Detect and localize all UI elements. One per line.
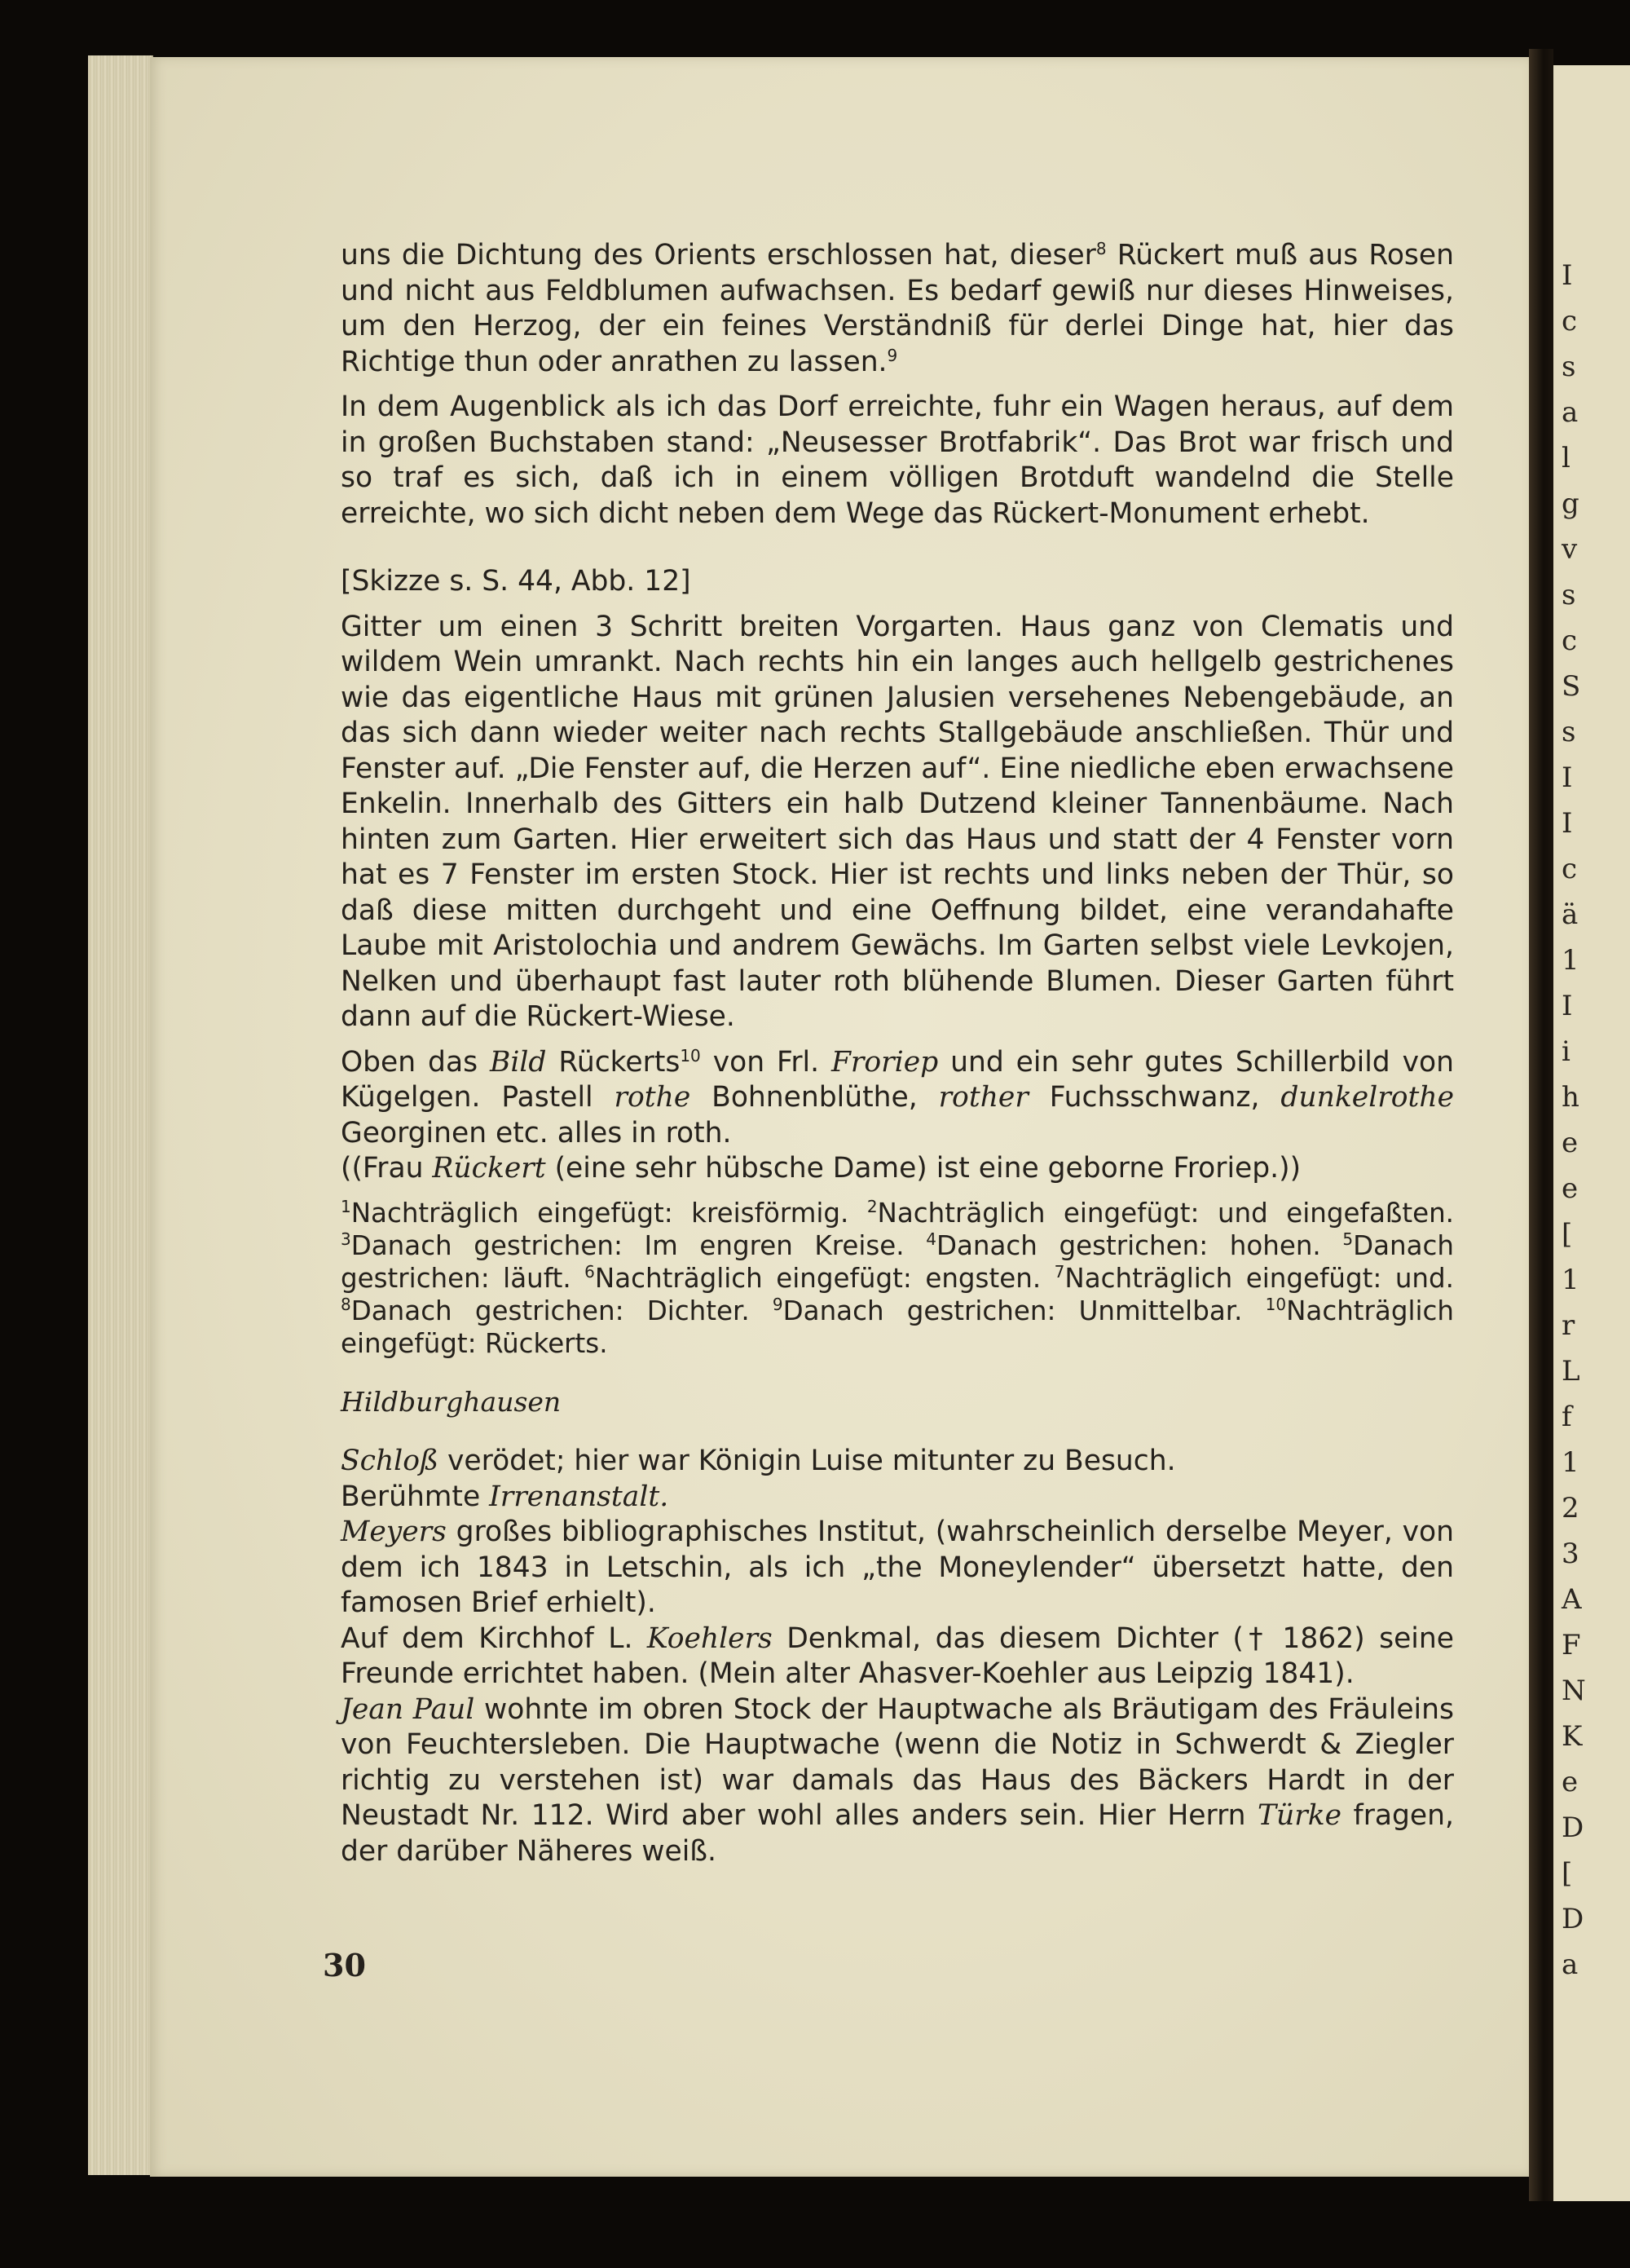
next-page-fragment: c — [1562, 624, 1578, 657]
paragraph-2: In dem Augenblick als ich das Dorf erreichte, fuhr ein Wagen heraus, auf dem in großen Buchstaben stand: „Neusesser Brotfabrik“. Das Brot war frisch und so traf es sich, daß ich in einem völligen Brotduft wandelnd die Stelle erreichte, wo sich dicht neben dem Wege das Rückert-Monument erhebt. — [341, 391, 1454, 530]
next-page-fragment: I — [1562, 807, 1573, 840]
footnote-number: 1 — [341, 1196, 351, 1216]
italic-term: rother — [938, 1081, 1029, 1114]
paragraph-4 — [341, 1045, 1454, 1152]
section-title: Hildburghausen — [341, 1385, 562, 1418]
hildburghausen-line-1 — [341, 1444, 1454, 1480]
footnote-text: Danach gestrichen: Im engren Kreise. — [350, 1229, 927, 1261]
footnote-number: 5 — [1342, 1229, 1354, 1249]
next-page-fragment: e — [1562, 1766, 1579, 1798]
text-run: Berühmte — [341, 1480, 490, 1513]
next-page-fragment: c — [1562, 305, 1578, 338]
text-run: Denkmal, das diesem Dichter († 1862) seine Freunde errichtet haben. (Mein alter Ahasver-Koehler aus Leipzig 1841). — [341, 1622, 1454, 1690]
italic-term: Schloß — [341, 1445, 439, 1477]
footnote-text: Nachträglich eingefügt: engsten. — [594, 1262, 1055, 1294]
footnote-number: 7 — [1054, 1261, 1065, 1282]
text-run: fragen, der darüber Näheres weiß. — [341, 1799, 1454, 1868]
text-run: Georginen etc. alles in roth. — [341, 1116, 732, 1149]
next-page-fragment: I — [1562, 259, 1573, 292]
next-page-fragment: 3 — [1562, 1538, 1579, 1570]
next-page-fragment: s — [1562, 579, 1576, 611]
sketch-reference: [Skizze s. S. 44, Abb. 12] — [341, 565, 691, 598]
text-run: uns die Dichtung des Orients erschlossen hat, dieser — [341, 239, 1096, 271]
italic-term: Bild — [489, 1045, 547, 1079]
next-page-fragment: s — [1562, 716, 1576, 748]
paragraph-5 — [341, 1151, 1454, 1187]
italic-term: Irrenanstalt. — [489, 1480, 669, 1513]
hildburghausen-para-5 — [341, 1692, 1454, 1870]
page-number: 30 — [323, 1947, 366, 1983]
text-run: Auf dem Kirchhof L. — [341, 1622, 647, 1655]
footnote-number: 10 — [1265, 1294, 1287, 1314]
next-page-edge — [1553, 65, 1630, 2201]
text-run: und ein sehr gutes Schillerbild von Kügelgen. Pastell — [341, 1045, 1454, 1114]
footnote-text: Danach gestrichen: Dichter. — [350, 1295, 773, 1326]
book-gutter — [1529, 49, 1553, 2201]
next-page-fragment: [ — [1562, 1218, 1573, 1251]
italic-term: Türke — [1258, 1799, 1342, 1832]
next-page-fragment: l — [1562, 442, 1571, 474]
footnote-text: Nachträglich eingefügt: kreisförmig. — [350, 1197, 867, 1229]
italic-term: Froriep — [830, 1045, 939, 1079]
text-run: Rückert muß aus Rosen und nicht aus Feldblumen aufwachsen. Es bedarf gewiß nur dieses Hinweises, um den Herzog, der ein feines Verständniß für derlei Dinge hat, hier das Richtige thun oder anrathen zu lassen. — [341, 239, 1454, 378]
text-run: verödet; hier war Königin Luise mitunter zu Besuch. — [438, 1445, 1176, 1477]
footnote-ref: 10 — [680, 1045, 701, 1066]
next-page-fragment: s — [1562, 351, 1576, 383]
next-page-fragment: g — [1562, 488, 1579, 520]
footnote-number: 6 — [584, 1261, 595, 1282]
italic-term: Rückert — [432, 1152, 546, 1185]
next-page-fragment: ä — [1562, 898, 1579, 931]
next-page-fragment: S — [1562, 670, 1581, 703]
next-page-fragment: r — [1562, 1309, 1575, 1342]
italic-term: Jean Paul — [341, 1692, 475, 1726]
next-page-fragment: I — [1562, 761, 1573, 794]
footnote-number: 9 — [772, 1294, 783, 1314]
footnote-text: Nachträglich eingefügt: Rückerts. — [341, 1295, 1454, 1359]
next-page-fragment: f — [1562, 1401, 1572, 1433]
footnote-ref: 9 — [887, 345, 898, 365]
next-page-fragment: 1 — [1562, 944, 1579, 977]
text-run: von Frl. — [700, 1045, 831, 1079]
next-page-fragment: h — [1562, 1081, 1579, 1114]
next-page-fragment: i — [1562, 1035, 1571, 1068]
italic-term: Meyers — [341, 1516, 447, 1548]
hildburghausen-line-2 — [341, 1480, 1454, 1516]
text-run: großes bibliographisches Institut, (wahrscheinlich derselbe Meyer, von dem ich 1843 in Letschin, als ich „the Moneylender“ übersetzt hatte, den famosen Brief erhielt). — [341, 1516, 1454, 1619]
italic-term: rothe — [614, 1081, 691, 1114]
footnote-number: 3 — [341, 1229, 351, 1249]
italic-term: Koehlers — [646, 1622, 773, 1655]
page-text — [341, 238, 1454, 1869]
next-page-fragment: 1 — [1562, 1446, 1579, 1479]
paragraph-1 — [341, 238, 1454, 380]
next-page-fragment: F — [1562, 1629, 1581, 1661]
next-page-fragment: D — [1562, 1903, 1584, 1935]
footnote-text: Danach gestrichen: Unmittelbar. — [782, 1295, 1266, 1326]
text-run: Fuchsschwanz, — [1028, 1081, 1281, 1114]
hildburghausen-para-4 — [341, 1622, 1454, 1692]
footnote-text: Danach gestrichen: hohen. — [936, 1229, 1343, 1261]
next-page-fragment: [ — [1562, 1857, 1573, 1890]
footnote-text: Danach gestrichen: läuft. — [341, 1229, 1454, 1294]
next-page-fragment: N — [1562, 1675, 1586, 1707]
next-page-fragment: e — [1562, 1127, 1579, 1159]
next-page-fragment: 2 — [1562, 1492, 1579, 1525]
text-run: Oben das — [341, 1045, 490, 1079]
footnote-number: 2 — [866, 1196, 878, 1216]
footnote-text: Nachträglich eingefügt: und eingefaßten. — [877, 1197, 1454, 1229]
italic-term: dunkelrothe — [1280, 1081, 1454, 1114]
next-page-fragment: a — [1562, 1948, 1579, 1981]
next-page-fragment: A — [1562, 1583, 1582, 1616]
footnote-number: 4 — [926, 1229, 936, 1249]
paragraph-3: Gitter um einen 3 Schritt breiten Vorgarten. Haus ganz von Clematis und wildem Wein umrankt. Nach rechts hin ein langes auch hellgelb gestrichenes wie das eigentliche Haus mit grünen Jalusien versehenes Nebengebäude, an das sich dann wieder weiter nach rechts Stallgebäude anschließen. Thür und Fenster auf. „Die Fenster auf, die Herzen auf“. Eine niedliche eben erwachsene Enkelin. Innerhalb des Gitters ein halb Dutzend kleiner Tannenbäume. Nach hinten zum Garten. Hier erweitert sich das Haus und statt der 4 Fenster vorn hat es 7 Fenster im ersten Stock. Hier ist rechts und links neben der Thür, so daß diese mitten durchgeht und eine Oeffnung bildet, eine verandahafte Laube mit Aristolochia und andrem Gewächs. Im Garten selbst viele Levkojen, Nelken und überhaupt fast lauter roth blühende Blumen. Dieser Garten führt dann auf die Rückert-Wiese. — [341, 610, 1454, 1033]
next-page-fragment: a — [1562, 396, 1579, 429]
next-page-fragment: I — [1562, 990, 1573, 1022]
text-run: wohnte im obren Stock der Hauptwache als Bräutigam des Fräuleins von Feuchtersleben. Die Hauptwache (wenn die Notiz in Schwerdt & Ziegler richtig zu verstehen ist) war damals das Haus des Bäckers Hardt in der Neustadt Nr. 112. Wird aber wohl alles anders sein. Hier Herrn — [341, 1692, 1454, 1832]
next-page-fragment: e — [1562, 1172, 1579, 1205]
text-run: Rückerts — [546, 1045, 681, 1079]
hildburghausen-para-3 — [341, 1515, 1454, 1622]
page-edges — [88, 55, 153, 2175]
footnote-number: 8 — [341, 1294, 351, 1314]
next-page-fragment: D — [1562, 1811, 1584, 1844]
text-run: (eine sehr hübsche Dame) ist eine geborne Froriep.)) — [545, 1152, 1302, 1185]
text-run: ((Frau — [341, 1152, 433, 1185]
next-page-fragment: c — [1562, 853, 1578, 885]
next-page-fragment: v — [1562, 533, 1578, 566]
footnote-ref: 8 — [1095, 239, 1107, 258]
footnote-text: Nachträglich eingefügt: und. — [1064, 1262, 1454, 1294]
next-page-fragment: K — [1562, 1720, 1583, 1753]
next-page-fragment: L — [1562, 1355, 1580, 1388]
text-run: Bohnenblüthe, — [690, 1081, 939, 1114]
next-page-fragment: 1 — [1562, 1264, 1579, 1296]
footnotes — [341, 1197, 1454, 1360]
